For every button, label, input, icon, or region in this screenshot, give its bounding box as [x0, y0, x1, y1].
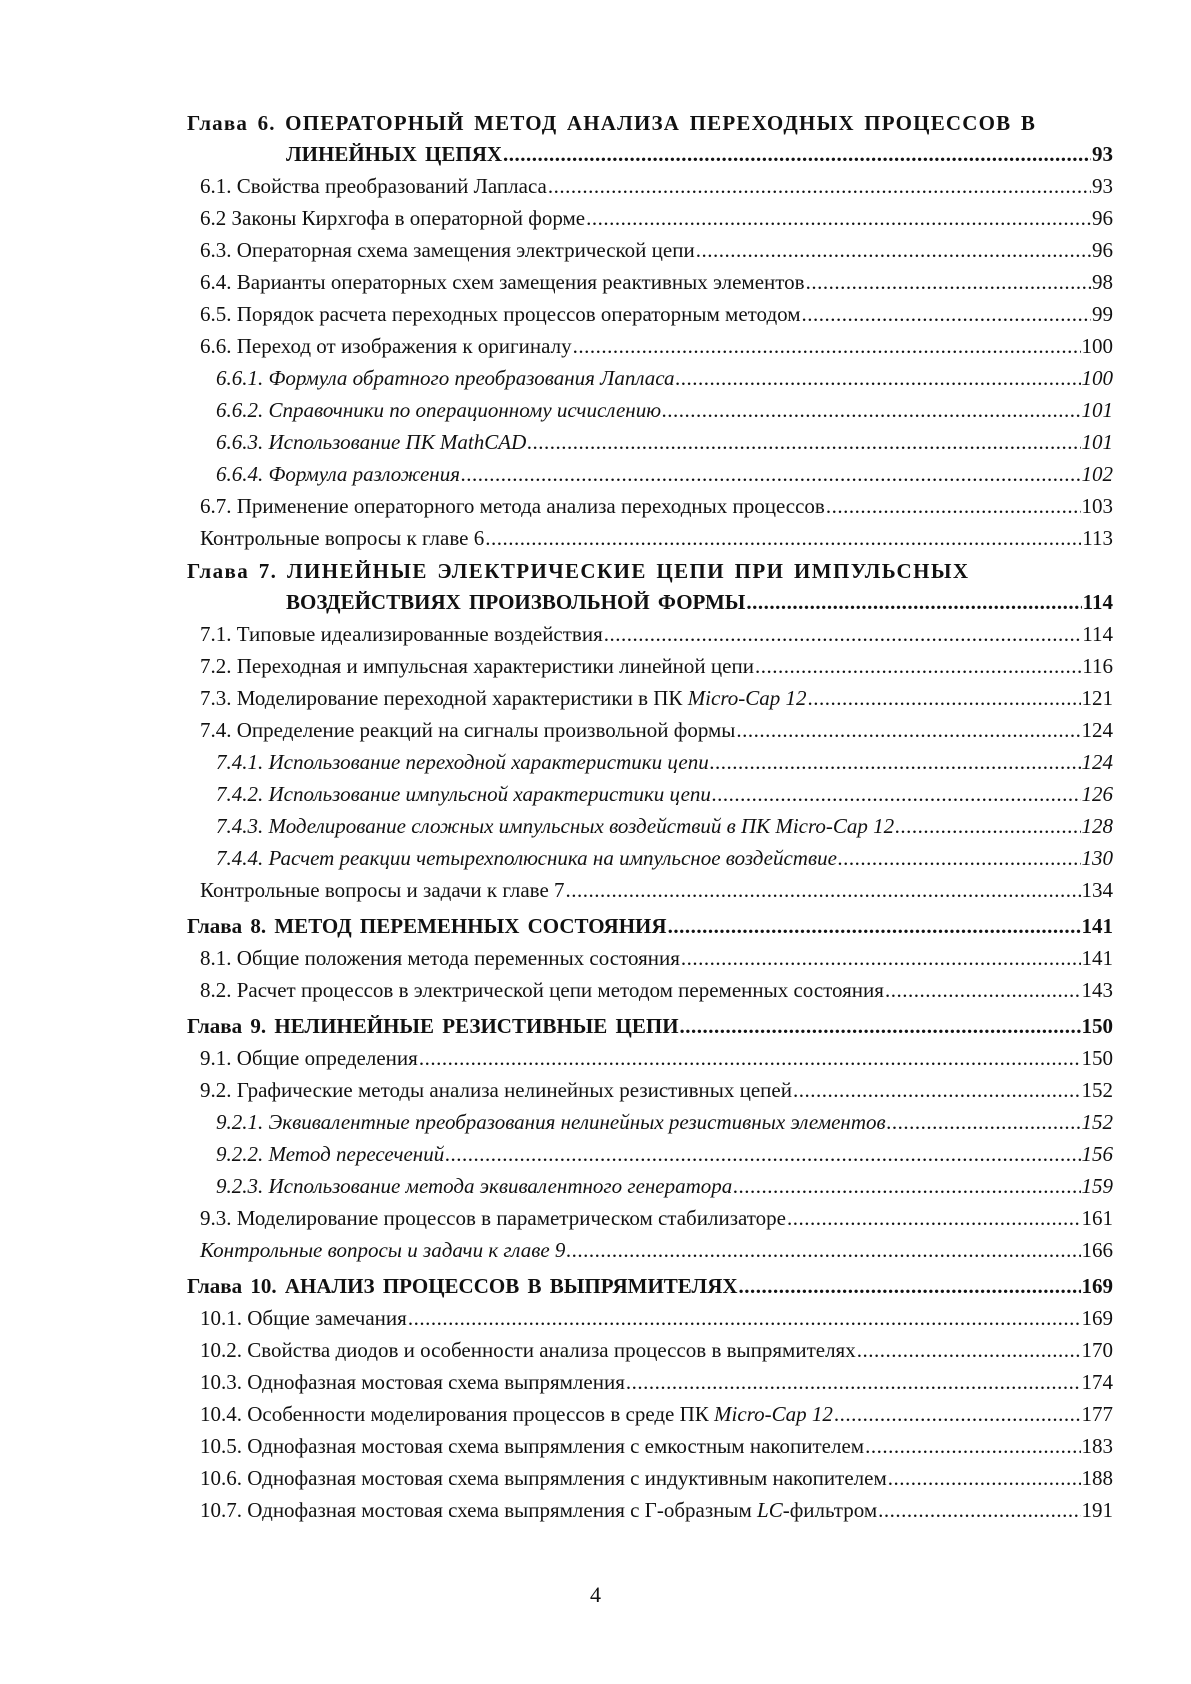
entry-title-text: 10.4. Особенности моделирования процессов в среде ПК: [200, 1402, 715, 1426]
entry-title: 6.6.4. Формула разложения: [216, 462, 460, 486]
entry-title: 7.4.2. Использование импульсной характеристики цепи: [216, 782, 711, 806]
entry-title: Контрольные вопросы и задачи к главе 7: [200, 878, 565, 902]
leader-dots: [662, 394, 1081, 426]
entry-title-software: Micro-Cap 12: [687, 686, 807, 710]
chapter-9-heading[interactable]: [187, 1010, 1113, 1042]
entry-title: 6.3. Операторная схема замещения электрической цепи: [200, 238, 695, 262]
chapter-6-title-line1: Глава 6. ОПЕРАТОРНЫЙ МЕТОД АНАЛИЗА ПЕРЕХОДНЫХ ПРОЦЕССОВ В: [187, 111, 1037, 135]
entry-title: 10.5. Однофазная мостовая схема выпрямления с емкостным накопителем: [200, 1434, 865, 1458]
toc-entry[interactable]: [187, 426, 1113, 458]
page-number: 96: [1092, 206, 1113, 230]
toc-entry[interactable]: [187, 1234, 1113, 1266]
page-number: 161: [1081, 1206, 1113, 1230]
page-number: 96: [1092, 238, 1113, 262]
page-number: 101: [1081, 398, 1113, 422]
entry-title-software: Micro-Cap 12: [714, 1402, 833, 1426]
page-number: 116: [1082, 654, 1113, 678]
entry-title: 6.5. Порядок расчета переходных процессов операторным методом: [200, 302, 801, 326]
leader-dots: [793, 1074, 1081, 1106]
toc-entry[interactable]: [187, 1170, 1113, 1202]
chapter-7-heading-line2[interactable]: [187, 586, 1113, 618]
entry-title: 9.2.2. Метод пересечений: [216, 1142, 445, 1166]
toc-entry[interactable]: [187, 266, 1113, 298]
entry-title: 10.2. Свойства диодов и особенности анализа процессов в выпрямителях: [200, 1338, 856, 1362]
page-number: 99: [1092, 302, 1113, 326]
leader-dots: [573, 330, 1081, 362]
leader-dots: [461, 458, 1081, 490]
leader-dots: [865, 1430, 1080, 1462]
toc-entry[interactable]: [187, 1398, 1113, 1430]
toc-entry[interactable]: [187, 874, 1113, 906]
toc-entry[interactable]: [187, 974, 1113, 1006]
page-number: 150: [1081, 1014, 1113, 1038]
page-number: 170: [1081, 1338, 1113, 1362]
toc-entry[interactable]: [187, 942, 1113, 974]
entry-title: 10.6. Однофазная мостовая схема выпрямления с индуктивным накопителем: [200, 1466, 887, 1490]
entry-title: [200, 682, 806, 714]
entry-title: 7.4.4. Расчет реакции четырехполюсника на импульсное воздействие: [216, 846, 837, 870]
entry-title: 6.4. Варианты операторных схем замещения реактивных элементов: [200, 270, 805, 294]
page-number: 152: [1081, 1110, 1113, 1134]
toc-entry[interactable]: [187, 1334, 1113, 1366]
page-number: 177: [1081, 1402, 1113, 1426]
toc-entry[interactable]: [187, 650, 1113, 682]
entry-title: 6.6.3. Использование ПК MathCAD: [216, 430, 527, 454]
leader-dots: [419, 1042, 1081, 1074]
toc-entry[interactable]: [187, 1462, 1113, 1494]
page-footer-number: 4: [590, 1582, 601, 1607]
leader-dots: [807, 682, 1080, 714]
leader-dots: [838, 842, 1081, 874]
leader-dots: [710, 746, 1081, 778]
entry-title: Контрольные вопросы к главе 6: [200, 526, 485, 550]
entry-title: 9.2.1. Эквивалентные преобразования нелинейных резистивных элементов: [216, 1110, 886, 1134]
leader-dots: [668, 910, 1081, 942]
leader-dots: [485, 522, 1081, 554]
leader-dots: [826, 490, 1081, 522]
chapter-8-heading[interactable]: [187, 910, 1113, 942]
page-number: 114: [1082, 590, 1113, 614]
page-number: 134: [1081, 878, 1113, 902]
leader-dots: [885, 974, 1081, 1006]
entry-title-lc: LC: [757, 1498, 783, 1522]
page-number: 126: [1081, 782, 1113, 806]
leader-dots: [548, 170, 1091, 202]
entry-title: 8.1. Общие положения метода переменных состояния: [200, 946, 680, 970]
page-number: 143: [1081, 978, 1113, 1002]
entry-title: 8.2. Расчет процессов в электрической цепи методом переменных состояния: [200, 978, 884, 1002]
entry-title: 6.6.2. Справочники по операционному исчислению: [216, 398, 661, 422]
toc-entry[interactable]: [187, 202, 1113, 234]
toc-entry[interactable]: [187, 330, 1113, 362]
entry-title: 9.1. Общие определения: [200, 1046, 418, 1070]
page-number: 166: [1081, 1238, 1113, 1262]
entry-title: 6.7. Применение операторного метода анализа переходных процессов: [200, 494, 825, 518]
page-number: 93: [1092, 142, 1113, 166]
page-number: 191: [1081, 1498, 1113, 1522]
page-number: 130: [1081, 846, 1113, 870]
chapter-7-title-line2: ВОЗДЕЙСТВИЯХ ПРОИЗВОЛЬНОЙ ФОРМЫ: [286, 590, 746, 614]
leader-dots: [787, 1202, 1081, 1234]
entry-title: 9.2.3. Использование метода эквивалентного генератора: [216, 1174, 733, 1198]
entry-title: 7.1. Типовые идеализированные воздействия: [200, 622, 603, 646]
entry-title: 7.4.3. Моделирование сложных импульсных воздействий в ПК Micro-Cap 12: [216, 814, 895, 838]
leader-dots: [736, 714, 1080, 746]
entry-title-text: 7.3. Моделирование переходной характеристики в ПК: [200, 686, 688, 710]
chapter-7-title-line1: Глава 7. ЛИНЕЙНЫЕ ЭЛЕКТРИЧЕСКИЕ ЦЕПИ ПРИ ИМПУЛЬСНЫХ: [187, 559, 970, 583]
page-number: 152: [1081, 1078, 1113, 1102]
leader-dots: [681, 942, 1081, 974]
entry-title: 6.6. Переход от изображения к оригиналу: [200, 334, 572, 358]
leader-dots: [802, 298, 1091, 330]
entry-title: 6.1. Свойства преобразований Лапласа: [200, 174, 547, 198]
chapter-10-heading[interactable]: [187, 1270, 1113, 1302]
leader-dots: [503, 138, 1091, 170]
leader-dots: [586, 202, 1091, 234]
page-number: 150: [1081, 1046, 1113, 1070]
leader-dots: [445, 1138, 1080, 1170]
toc-entry[interactable]: [187, 362, 1113, 394]
chapter-6-heading-line1: [187, 108, 1113, 138]
toc-entry[interactable]: [187, 746, 1113, 778]
leader-dots: [746, 586, 1081, 618]
leader-dots: [739, 1270, 1081, 1302]
entry-title: 10.3. Однофазная мостовая схема выпрямления: [200, 1370, 625, 1394]
page-number: 98: [1092, 270, 1113, 294]
page-number: 121: [1081, 686, 1113, 710]
leader-dots: [712, 778, 1081, 810]
chapter-6-heading-line2[interactable]: [187, 138, 1113, 170]
leader-dots: [755, 650, 1081, 682]
page-number: 169: [1081, 1274, 1113, 1298]
entry-title: 10.1. Общие замечания: [200, 1306, 407, 1330]
page-number: 100: [1081, 334, 1113, 358]
chapter-8-title: Глава 8. МЕТОД ПЕРЕМЕННЫХ СОСТОЯНИЯ: [187, 914, 667, 938]
leader-dots: [806, 266, 1091, 298]
entry-title: 6.6.1. Формула обратного преобразования Лапласа: [216, 366, 675, 390]
entry-title: 9.3. Моделирование процессов в параметрическом стабилизаторе: [200, 1206, 786, 1230]
entry-title: [200, 1494, 877, 1526]
page-number: 141: [1081, 946, 1113, 970]
toc-entry[interactable]: [187, 778, 1113, 810]
leader-dots: [604, 618, 1082, 650]
toc-entry[interactable]: [187, 298, 1113, 330]
toc-entry[interactable]: [187, 170, 1113, 202]
leader-dots: [408, 1302, 1081, 1334]
entry-title: 7.4.1. Использование переходной характеристики цепи: [216, 750, 709, 774]
toc-entry[interactable]: [187, 394, 1113, 426]
toc-entry[interactable]: [187, 1138, 1113, 1170]
page-number: 103: [1081, 494, 1113, 518]
leader-dots: [626, 1366, 1081, 1398]
leader-dots: [878, 1494, 1080, 1526]
page-number: 101: [1081, 430, 1113, 454]
page-number: 156: [1081, 1142, 1113, 1166]
page-number: 100: [1081, 366, 1113, 390]
leader-dots: [857, 1334, 1081, 1366]
entry-title: 7.2. Переходная и импульсная характеристики линейной цепи: [200, 654, 754, 678]
toc-entry[interactable]: [187, 522, 1113, 554]
toc-entry[interactable]: [187, 714, 1113, 746]
entry-title-text: 10.7. Однофазная мостовая схема выпрямления с Г-образным: [200, 1498, 758, 1522]
page-number: 188: [1081, 1466, 1113, 1490]
toc-entry[interactable]: [187, 490, 1113, 522]
page-number: 159: [1081, 1174, 1113, 1198]
leader-dots: [733, 1170, 1080, 1202]
entry-title: 9.2. Графические методы анализа нелинейных резистивных цепей: [200, 1078, 792, 1102]
page-number: 93: [1092, 174, 1113, 198]
table-of-contents: [187, 108, 1113, 1526]
page-number: 113: [1082, 526, 1113, 550]
leader-dots: [527, 426, 1080, 458]
toc-entry[interactable]: [187, 1430, 1113, 1462]
page-number: 124: [1081, 718, 1113, 742]
leader-dots: [696, 234, 1091, 266]
leader-dots: [888, 1462, 1081, 1494]
page-number: 174: [1081, 1370, 1113, 1394]
toc-entry[interactable]: [187, 1366, 1113, 1398]
toc-entry[interactable]: [187, 458, 1113, 490]
toc-entry[interactable]: [187, 682, 1113, 714]
page-number: 183: [1081, 1434, 1113, 1458]
toc-entry[interactable]: [187, 1494, 1113, 1526]
toc-entry[interactable]: [187, 1202, 1113, 1234]
entry-title: [200, 1398, 833, 1430]
entry-title: 7.4. Определение реакций на сигналы произвольной формы: [200, 718, 736, 742]
toc-entry[interactable]: [187, 810, 1113, 842]
page-number: 124: [1081, 750, 1113, 774]
chapter-10-title: Глава 10. АНАЛИЗ ПРОЦЕССОВ В ВЫПРЯМИТЕЛЯХ: [187, 1274, 738, 1298]
leader-dots: [676, 362, 1081, 394]
toc-entry[interactable]: [187, 1074, 1113, 1106]
toc-entry[interactable]: [187, 1042, 1113, 1074]
leader-dots: [895, 810, 1080, 842]
toc-entry[interactable]: [187, 1302, 1113, 1334]
leader-dots: [566, 874, 1081, 906]
leader-dots: [887, 1106, 1081, 1138]
leader-dots: [566, 1234, 1080, 1266]
chapter-7-heading-line1: [187, 556, 1113, 586]
leader-dots: [680, 1010, 1081, 1042]
toc-entry[interactable]: [187, 618, 1113, 650]
chapter-6-title-line2: ЛИНЕЙНЫХ ЦЕПЯХ: [286, 142, 503, 166]
toc-entry[interactable]: [187, 842, 1113, 874]
entry-title: 6.2 Законы Кирхгофа в операторной форме: [200, 206, 586, 230]
page-number: 141: [1081, 914, 1113, 938]
page-number: 169: [1081, 1306, 1113, 1330]
page-number: 128: [1081, 814, 1113, 838]
toc-entry[interactable]: [187, 1106, 1113, 1138]
entry-title: Контрольные вопросы и задачи к главе 9: [200, 1238, 566, 1262]
leader-dots: [834, 1398, 1081, 1430]
entry-title-suffix: -фильтром: [782, 1498, 878, 1522]
page-number: 114: [1082, 622, 1113, 646]
chapter-9-title: Глава 9. НЕЛИНЕЙНЫЕ РЕЗИСТИВНЫЕ ЦЕПИ: [187, 1014, 679, 1038]
toc-entry[interactable]: [187, 234, 1113, 266]
page-number: 102: [1081, 462, 1113, 486]
